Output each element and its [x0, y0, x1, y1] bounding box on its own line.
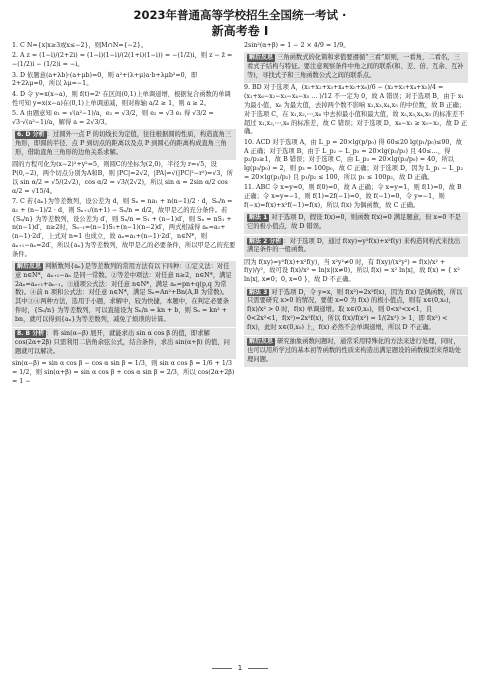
answer-paragraph [12, 198, 236, 260]
highlighted-note [244, 287, 468, 335]
note-tag: 解后反思 [249, 338, 274, 346]
exam-subtitle: 新高考卷 Ⅰ [211, 24, 269, 38]
paragraph-text: 2. A z = (1−i)/(2+2i) = (1−i)(1−i)/(2(1+i)(1−i)) = −(1/2)i，则 z − z̄ = −(1/2)i − (1/2)i = −i。 [12, 52, 233, 69]
answer-paragraph [12, 52, 236, 70]
paragraph-text: 三角函数式的化简和求值要遵循“三看”原则，一看角，二看名，三看式子结构与特征。要注意观察条件中角之间的联系(和、差、倍、互余、互补等)，寻找式子和三角函数公式之间的联系点。 [247, 54, 464, 79]
right-column [244, 42, 468, 656]
answer-paragraph [12, 161, 236, 196]
paragraph-text: 3. D 依题意(a+λb)·(a+μb)=0，则 a²+(λ+μ)a·b+λμb²=0，即 2+2λμ=0，所以 λμ=−1。 [12, 71, 198, 88]
note-tag: 8. B 分析 [17, 330, 45, 338]
note-tag: 6. D 分析 [17, 131, 45, 139]
exam-title: 2023年普通高等学校招生全国统一考试 · [133, 8, 347, 22]
answer-paragraph [12, 72, 236, 90]
paragraph-text: 5. A 由题意知 e₁ = √(a²−1)/a，e₂ = √3/2，则 e₂ = √3 e₁ 得 √3/2 = √3·√(a²−1)/a，解得 a = 2√3/3。 [12, 109, 214, 126]
answer-columns [12, 42, 468, 656]
highlighted-note [12, 328, 236, 358]
paragraph-text: 4. D 令 y=x(x−a)，则 f(t)=2ᵗ 在区间(0,1)上单调递增，根据复合函数的单调性可知 y=x(x−a)在(0,1)上单调递减，则对称轴 a/2 ≥ 1，则 a ≥ 2。 [12, 90, 231, 107]
paragraph-text: ：将 sin(α−β) 展开，就能求出 sin α cos β 的值，即求解 cos(2α+2β) 只需利用二倍角余弦公式，结合条件，求出 sin(α+β) 的值，问题就可以解决。 [15, 330, 230, 355]
footer-dash-right [248, 668, 268, 669]
note-tag: 解法 1 [249, 214, 268, 222]
left-column [12, 42, 236, 656]
paragraph-text: 10. ACD 对于选项 A，由 L_p = 20×lg(p/p₀) 得 60≤20 lg(p₁/p₀)≤90，故 A 正确；对于选项 B，由于 L_p₂ − L_p₃ = 20×lg(p₂/p₃) 且 40≤…，得 p₂/p₃≥1，故 B 错误；对于选项 C，由 L_p₃ = 20×lg(p₃/p₀) = 40，所以 lg(p₃/p₀) = 2，则 p₃ = 100p₀，故 C 正确；对于选项 D，因为 L_p₁ − L_p₂ = 20×lg(p₁/p₂) 且 p₁/p₂ ≤ 100，所以 p₁ ≤ 100p₂，故 D 正确。 [244, 138, 463, 181]
footer-dash-left [212, 668, 232, 669]
answer-paragraph [244, 84, 468, 137]
paragraph-text: 对于选项 D，令 y=x，则 f(x²)=2x²f(x)，因为 f(x) 是偶函数，所以只需要研究 x>0 的情况，要使 x=0 为 f(x) 的极小值点，则有 x∈(0,x₀)，f(x)/x² > 0 时，f(x) 单调递增。取 x∈(0,x₀)，则 0<x²<x<1，且 0<2x²<1，f(x²)=2x²f(x)，所以 f(x)/f(x²) = 1/(2x²) > 1，即 f(x²) < f(x)，此时 x∈(0,x₀) 上，f(x) 必然不会单调递增，所以 D 不正确。 [247, 288, 463, 331]
answer-paragraph [244, 259, 468, 285]
paragraph-text: 判断数列{aₙ}是等差数列的常用方法有以下四种：①定义法：对任意 n∈N*，aₙ₊₁−aₙ 是同一常数。②等差中项法：对任意 n≥2，n∈N*，满足 2aₙ=aₙ₊₁+aₙ₋₁。③通项公式法：对任意 n∈N*，满足 aₙ=pn+q(p,q 为常数)。④前 n 项和公式法：对任意 n∈N*，满足 Sₙ=An²+Bn(A,B 为常数)。其中③④两种方法，选用于小题，求解中，较为快捷，本题中，在判定必要条件时，{Sₙ/n} 为等差数列，可以直接设为 Sₙ/n = kn + b，则 Sₙ = kn² + bn，就可以得到{aₙ}为等差数列，减免了烦琐的计算。 [15, 263, 232, 323]
paragraph-text: 1. C N={x|x≥3或x≤−2}，则M∩N={−2}。 [12, 42, 148, 49]
page-number: 1 [237, 664, 243, 672]
paragraph-text: 7. C 若{aₙ}为等差数列，设公差为 d，则 Sₙ = na₁ + n(n−1)/2 · d，Sₙ/n = a₁ + (n−1)/2 · d，则 Sₙ₊₁/(n+1) − Sₙ/n = d/2，故甲是乙的充分条件。若 {Sₙ/n} 为等差数列，设公差为 d′，则 Sₙ/n = S₁ + (n−1)d′，则 Sₙ = nS₁ + n(n−1)d′，n≥2时，Sₙ₋₁=(n−1)S₁+(n−1)(n−2)d′，两式相减得 aₙ=a₁+(n−1)·2d′，上式对 n=1 也成立，故 aₙ=a₁+(n−1)·2d′，n∈N*，则 aₙ₊₁−aₙ=2d′，所以{aₙ}为等差数列，故甲是乙的必要条件，所以甲是乙的充要条件。 [12, 197, 236, 258]
paragraph-text: 因为 f(xy)=y²f(x)+x²f(y)，当 x²y²≠0 时，有 f(xy)/(x²y²) = f(x)/x² + f(y)/y²，故可设 f(x)/x² = ln|x|(x≠0)，所以 f(x) = x² ln|x|，故 f(x) = { x² ln|x|, x≠0；0, x=0 }，故 D 不正确。 [244, 258, 460, 284]
paragraph-text: 研究抽象函数问题时，通常采用特殊化的方法来进行处理，同时，也可以用所学过的基本初等函数的性质来构造出满足题设的函数模型来帮助处理问题。 [247, 338, 462, 363]
answer-paragraph [12, 91, 236, 109]
paragraph-text: 11. ABC 令 x=y=0，则 f(0)=0，故 A 正确；令 x=y=1，则 f(1)=0，故 B 正确；令 x=y=−1，则 f(1)=2f(−1)=0，故 f(−1)=0，令 y=−1，则 f(−x)=f(x)+x²f(−1)=f(x)，所以 f(x) 为偶函数，故 C 正确。 [244, 184, 462, 209]
highlighted-note [244, 212, 468, 234]
highlighted-note [12, 129, 236, 159]
paragraph-text: 9. BD 对于选项 A，(x₁+x₂+x₃+x₄+x₅+x₆)/6 − (x₂+x₃+x₄+x₅)/4 = (x₁+x₆−x₂−x₃−x₄−x₅ ... )/12 不一定为 0，故 A 错误；对于选项 B，由于 x₁ 为最小值，x₆ 为最大值，去掉两个数不影响 x₂,x₃,x₄,x₅ 的中位数，故 B 正确；对于选项 C，在 x₁,x₂,⋯,x₆ 中去掉最小值和最大值，故 x₂,x₃,x₄,x₅ 的标准差不超过 x₁,x₂,⋯,x₆ 的标准差，故 C 错误；对于选项 D，x₆−x₁ ≥ x₅−x₂，故 D 正确。 [244, 84, 468, 136]
answer-paragraph [244, 139, 468, 183]
page-footer [0, 664, 480, 672]
answer-paragraph [244, 184, 468, 210]
answer-paragraph [12, 360, 236, 386]
highlighted-note [244, 52, 468, 82]
answer-paragraph [12, 110, 236, 128]
highlighted-note [244, 336, 468, 366]
note-tag: 解后反思 [17, 263, 42, 271]
paragraph-text: ：对于选项 D，通过 f(xy)=y²f(x)+x²f(y) 来构造同构式来找出满足条件的一般函数。 [247, 237, 461, 254]
paragraph-text: sin(α−β) = sin α cos β − cos α sin β = 1/3，则 sin α cos β = 1/6 + 1/3 = 1/2，则 sin(α+β) = sin α cos β + cos α sin β = 2/3，所以 cos(2α+2β) = 1 − [12, 360, 235, 385]
note-tag: 解后反思 [249, 54, 274, 62]
answer-paragraph [12, 42, 236, 51]
page-header [12, 8, 468, 39]
answer-paragraph [244, 42, 468, 51]
note-tag: 解法 3 [249, 288, 268, 296]
highlighted-note [244, 236, 468, 258]
paragraph-text: ：过圆外一点 P 的切线长为定值，往往根据圆的性质，构造直角三角形，即圆的半径、点 P 到切点的距离以及点 P 到圆心的距离构成直角三角形，借助直角三角形的边角关系求解。 [15, 131, 232, 156]
highlighted-note [12, 261, 236, 327]
paragraph-text: 对于选项 D，假设 f(x)=0，则函数 f(x)=0 满足题意，但 x=0 不是它的极小值点，故 D 错误。 [247, 214, 461, 231]
note-tag: 解法 2 分析 [249, 237, 282, 245]
paragraph-text: 2sin²(α+β) = 1 − 2 × 4/9 = 1/9。 [244, 42, 350, 49]
paragraph-text: 圆的方程可化为(x−2)²+y²=5，则圆C的坐标为(2,0)，半径为 r=√5，设P(0,−2)，两个切点分别为A和B，则 |PC|=2√2，|PA|=√(|PC|²−r²)=√3，所以 sin α/2 = √5/(2√2)，cos α/2 = √3/(2√2)，所以 sin α = 2sin α/2 cos α/2 = √15/4。 [12, 161, 233, 195]
